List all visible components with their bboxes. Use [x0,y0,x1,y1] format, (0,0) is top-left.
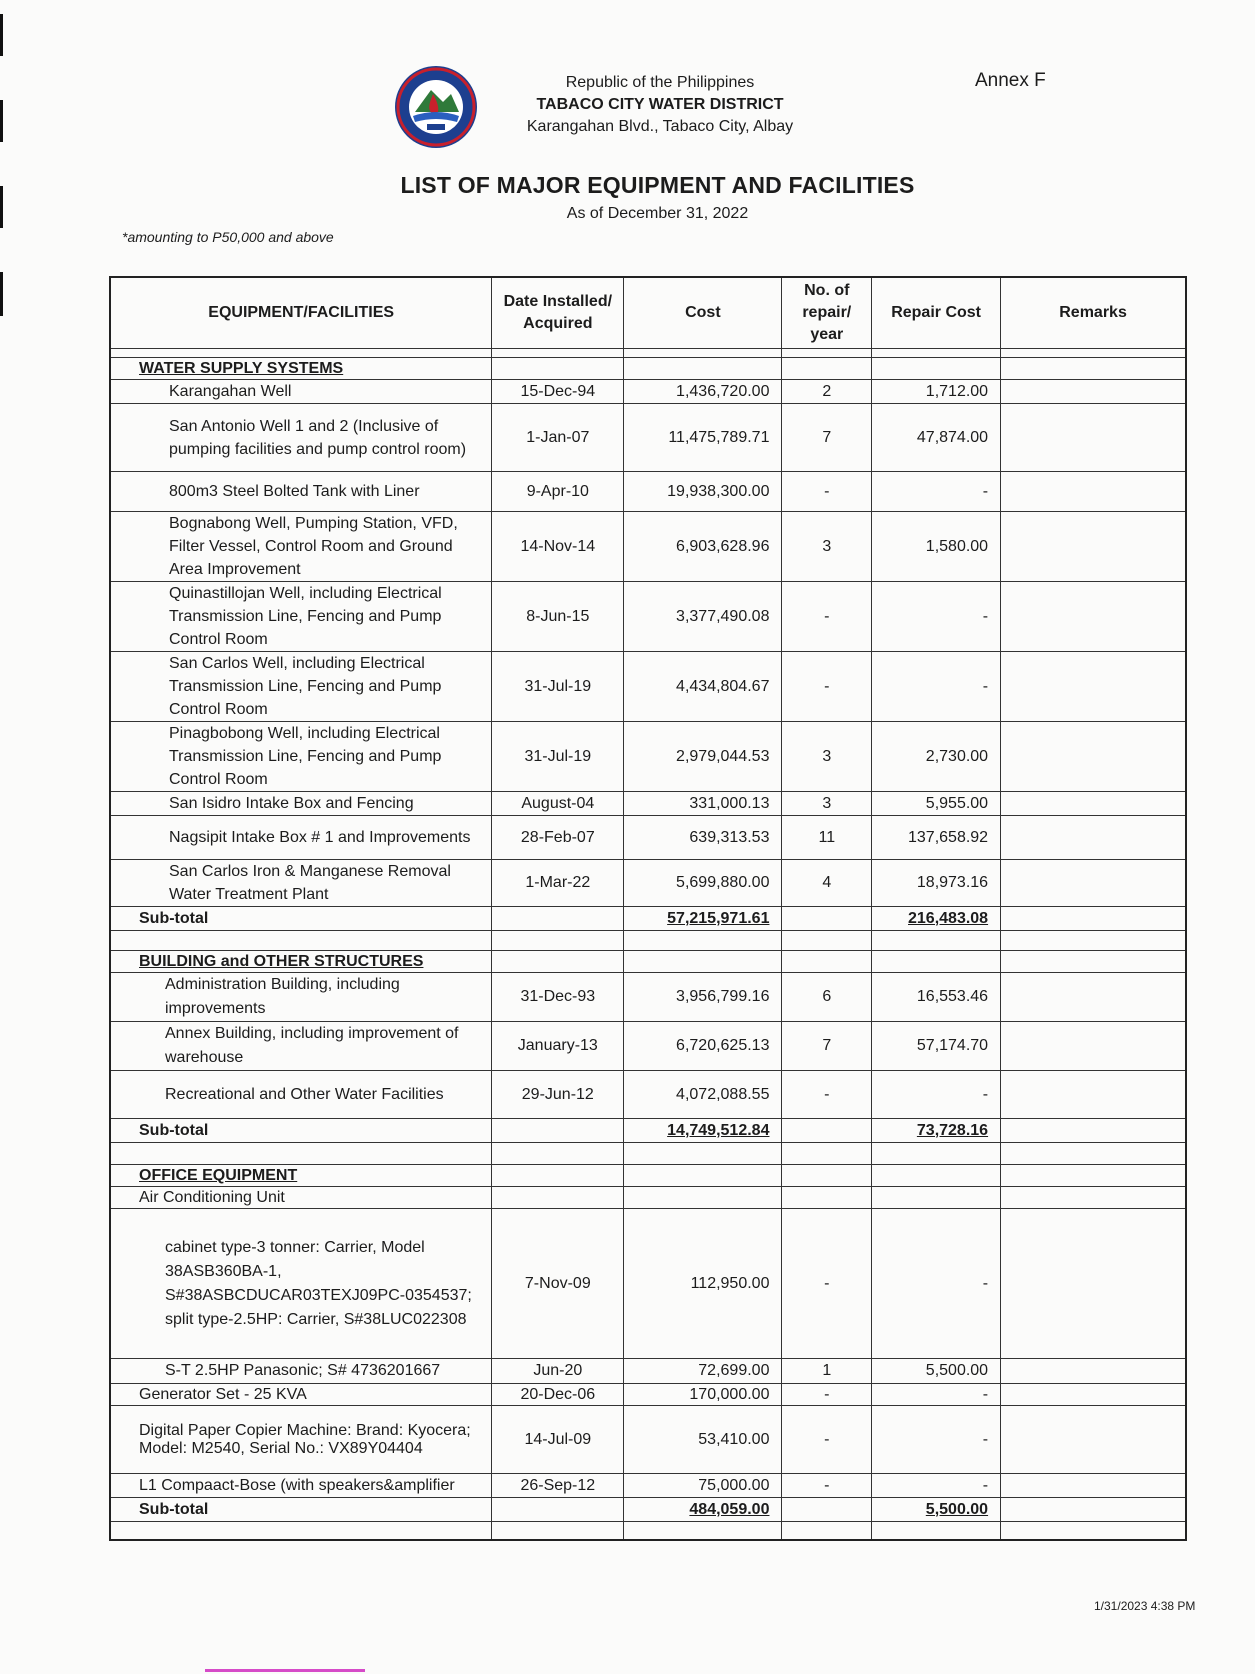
item-cost: 170,000.00 [624,1384,782,1406]
table-row [110,1406,1186,1474]
spacer-row [110,931,1186,951]
section-row [110,1165,1186,1187]
spacer-row [110,349,1186,358]
item-remarks [1001,1474,1186,1498]
item-remarks [1001,816,1186,860]
item-repair-cost: 5,500.00 [872,1359,1001,1384]
item-repair-cost: - [872,652,1001,722]
item-repair-cost: 47,874.00 [872,404,1001,472]
subtotal-cost: 57,215,971.61 [624,907,782,931]
item-cost: 5,699,880.00 [624,860,782,907]
table-row [110,1359,1186,1384]
table-row [110,582,1186,652]
item-name: Karangahan Well [110,380,492,404]
annex-label: Annex F [975,70,1046,91]
equipment-table [109,276,1187,1541]
print-timestamp: 1/31/2023 4:38 PM [1094,1599,1196,1613]
subtotal-cost: 14,749,512.84 [624,1119,782,1143]
item-name: 800m3 Steel Bolted Tank with Liner [110,472,492,512]
section-title: OFFICE EQUIPMENT [110,1165,492,1187]
spacer-row [110,1522,1186,1540]
subtotal-row [110,1498,1186,1522]
water-district-seal-icon [393,64,479,150]
item-repair-cost: 18,973.16 [872,860,1001,907]
republic-line: Republic of the Philippines [565,74,755,91]
item-remarks [1001,652,1186,722]
col-cost: Cost [624,277,782,349]
col-date: Date Installed/ Acquired [492,277,624,349]
item-repairs: 3 [782,792,872,816]
item-repairs: - [782,652,872,722]
item-repairs: 3 [782,512,872,582]
table-row [110,722,1186,792]
item-repair-cost: - [872,1474,1001,1498]
item-cost: 3,377,490.08 [624,582,782,652]
table-row [110,1384,1186,1406]
item-cost: 19,938,300.00 [624,472,782,512]
item-remarks [1001,1209,1186,1359]
item-remarks [1001,472,1186,512]
item-date: January-13 [492,1022,624,1071]
item-date: 9-Apr-10 [492,472,624,512]
item-repair-cost: - [872,472,1001,512]
item-remarks [1001,1384,1186,1406]
item-name: cabinet type-3 tonner: Carrier, Model 38ASB360BA-1, S#38ASBCDUCAR03TEXJ09PC-0354537; split type-2.5HP: Carrier, S#38LUC022308 [110,1209,492,1359]
item-cost: 11,475,789.71 [624,404,782,472]
item-cost: 4,072,088.55 [624,1071,782,1119]
subtotal-date [492,1119,624,1143]
item-repairs: 7 [782,1022,872,1071]
table-row [110,512,1186,582]
subtotal-repairs [782,907,872,931]
item-remarks [1001,512,1186,582]
amount-note: *amounting to P50,000 and above [122,229,334,245]
item-repairs: 4 [782,860,872,907]
subtotal-date [492,1498,624,1522]
table-row [110,404,1186,472]
item-repair-cost: 57,174.70 [872,1022,1001,1071]
agency-address: Karangahan Blvd., Tabaco City, Albay [526,118,794,135]
document-title: LIST OF MAJOR EQUIPMENT AND FACILITIES [400,172,915,198]
item-remarks [1001,582,1186,652]
item-name: San Carlos Iron & Manganese Removal Water Treatment Plant [110,860,492,907]
item-repair-cost: 5,955.00 [872,792,1001,816]
item-date: 15-Dec-94 [492,380,624,404]
subtotal-remarks [1001,907,1186,931]
item-remarks [1001,792,1186,816]
item-cost: 53,410.00 [624,1406,782,1474]
col-remarks: Remarks [1001,277,1186,349]
subtotal-row [110,907,1186,931]
item-repairs: - [782,1384,872,1406]
table-row [110,860,1186,907]
item-name: Digital Paper Copier Machine: Brand: Kyocera; Model: M2540, Serial No.: VX89Y04404 [110,1406,492,1474]
item-remarks [1001,1071,1186,1119]
scan-edge-mark [0,100,3,142]
subtotal-repair-cost: 5,500.00 [872,1498,1001,1522]
section-title: WATER SUPPLY SYSTEMS [110,358,492,380]
item-cost: 112,950.00 [624,1209,782,1359]
subtotal-row [110,1119,1186,1143]
item-cost: 6,903,628.96 [624,512,782,582]
item-repair-cost: 16,553.46 [872,973,1001,1022]
item-name: Generator Set - 25 KVA [110,1384,492,1406]
item-repair-cost: 137,658.92 [872,816,1001,860]
subtotal-remarks [1001,1498,1186,1522]
table-row [110,472,1186,512]
item-cost: 331,000.13 [624,792,782,816]
item-date: 8-Jun-15 [492,582,624,652]
item-name: Pinagbobong Well, including Electrical Transmission Line, Fencing and Pump Control Room [110,722,492,792]
item-date: 31-Jul-19 [492,722,624,792]
table-row [110,1209,1186,1359]
item-cost: 75,000.00 [624,1474,782,1498]
item-repairs: - [782,1071,872,1119]
item-name: Administration Building, including improvements [110,973,492,1022]
section-row [110,358,1186,380]
item-repair-cost: 1,580.00 [872,512,1001,582]
item-name: L1 Compaact-Bose (with speakers&amplifier [110,1474,492,1498]
item-remarks [1001,380,1186,404]
item-name: S-T 2.5HP Panasonic; S# 4736201667 [110,1359,492,1384]
item-repair-cost: - [872,1071,1001,1119]
item-repairs: - [782,582,872,652]
item-cost: 639,313.53 [624,816,782,860]
subtotal-label: Sub-total [110,1119,492,1143]
item-name: Nagsipit Intake Box # 1 and Improvements [110,816,492,860]
item-repairs: 1 [782,1359,872,1384]
col-repair-cost: Repair Cost [872,277,1001,349]
section-row [110,1187,1186,1209]
item-date: 28-Feb-07 [492,816,624,860]
table-header-row [110,277,1186,349]
item-repair-cost: - [872,1406,1001,1474]
item-cost: 4,434,804.67 [624,652,782,722]
table-row [110,1071,1186,1119]
item-date: 29-Jun-12 [492,1071,624,1119]
item-remarks [1001,860,1186,907]
subtotal-repairs [782,1119,872,1143]
item-repairs: - [782,1209,872,1359]
item-date: 20-Dec-06 [492,1384,624,1406]
document-subtitle: As of December 31, 2022 [566,205,749,222]
subtotal-repair-cost: 216,483.08 [872,907,1001,931]
item-repair-cost: 1,712.00 [872,380,1001,404]
item-repair-cost: - [872,1209,1001,1359]
item-name: Bognabong Well, Pumping Station, VFD, Filter Vessel, Control Room and Ground Area Improvement [110,512,492,582]
item-name: San Carlos Well, including Electrical Transmission Line, Fencing and Pump Control Room [110,652,492,722]
item-remarks [1001,1406,1186,1474]
item-date: Jun-20 [492,1359,624,1384]
col-equipment: EQUIPMENT/FACILITIES [110,277,492,349]
item-repairs: - [782,472,872,512]
table-row [110,1474,1186,1498]
item-remarks [1001,973,1186,1022]
item-cost: 3,956,799.16 [624,973,782,1022]
item-remarks [1001,1359,1186,1384]
subtotal-label: Sub-total [110,1498,492,1522]
col-repairs: No. of repair/ year [782,277,872,349]
item-repairs: - [782,1474,872,1498]
table-row [110,816,1186,860]
table-row [110,380,1186,404]
item-date: 1-Jan-07 [492,404,624,472]
letterhead-text [480,72,840,138]
section-title: BUILDING and OTHER STRUCTURES [110,951,492,973]
item-repairs: 7 [782,404,872,472]
item-name: San Antonio Well 1 and 2 (Inclusive of pumping facilities and pump control room) [110,404,492,472]
item-name: Quinastillojan Well, including Electrical Transmission Line, Fencing and Pump Control Room [110,582,492,652]
item-date: 26-Sep-12 [492,1474,624,1498]
item-repairs: 3 [782,722,872,792]
item-cost: 2,979,044.53 [624,722,782,792]
item-cost: 6,720,625.13 [624,1022,782,1071]
subtotal-cost: 484,059.00 [624,1498,782,1522]
subtotal-date [492,907,624,931]
item-repair-cost: - [872,582,1001,652]
item-date: 14-Jul-09 [492,1406,624,1474]
item-repairs: 11 [782,816,872,860]
subtotal-repair-cost: 73,728.16 [872,1119,1001,1143]
item-date: 31-Dec-93 [492,973,624,1022]
scan-edge-mark [0,272,3,316]
item-date: 31-Jul-19 [492,652,624,722]
item-repairs: 6 [782,973,872,1022]
item-cost: 72,699.00 [624,1359,782,1384]
item-name: Recreational and Other Water Facilities [110,1071,492,1119]
subtotal-remarks [1001,1119,1186,1143]
section-row [110,951,1186,973]
table-row [110,652,1186,722]
section-title: Air Conditioning Unit [110,1187,492,1209]
table-row [110,973,1186,1022]
table-row [110,1022,1186,1071]
item-repairs: - [782,1406,872,1474]
item-repairs: 2 [782,380,872,404]
item-date: 14-Nov-14 [492,512,624,582]
item-remarks [1001,722,1186,792]
spacer-row [110,1143,1186,1165]
subtotal-label: Sub-total [110,907,492,931]
item-date: August-04 [492,792,624,816]
item-cost: 1,436,720.00 [624,380,782,404]
item-repair-cost: - [872,1384,1001,1406]
item-date: 1-Mar-22 [492,860,624,907]
table-row [110,792,1186,816]
scan-edge-mark [0,14,3,56]
item-name: Annex Building, including improvement of warehouse [110,1022,492,1071]
item-remarks [1001,404,1186,472]
item-date: 7-Nov-09 [492,1209,624,1359]
item-remarks [1001,1022,1186,1071]
item-repair-cost: 2,730.00 [872,722,1001,792]
subtotal-repairs [782,1498,872,1522]
scan-color-mark [205,1669,365,1672]
item-name: San Isidro Intake Box and Fencing [110,792,492,816]
agency-name: TABACO CITY WATER DISTRICT [536,96,784,113]
